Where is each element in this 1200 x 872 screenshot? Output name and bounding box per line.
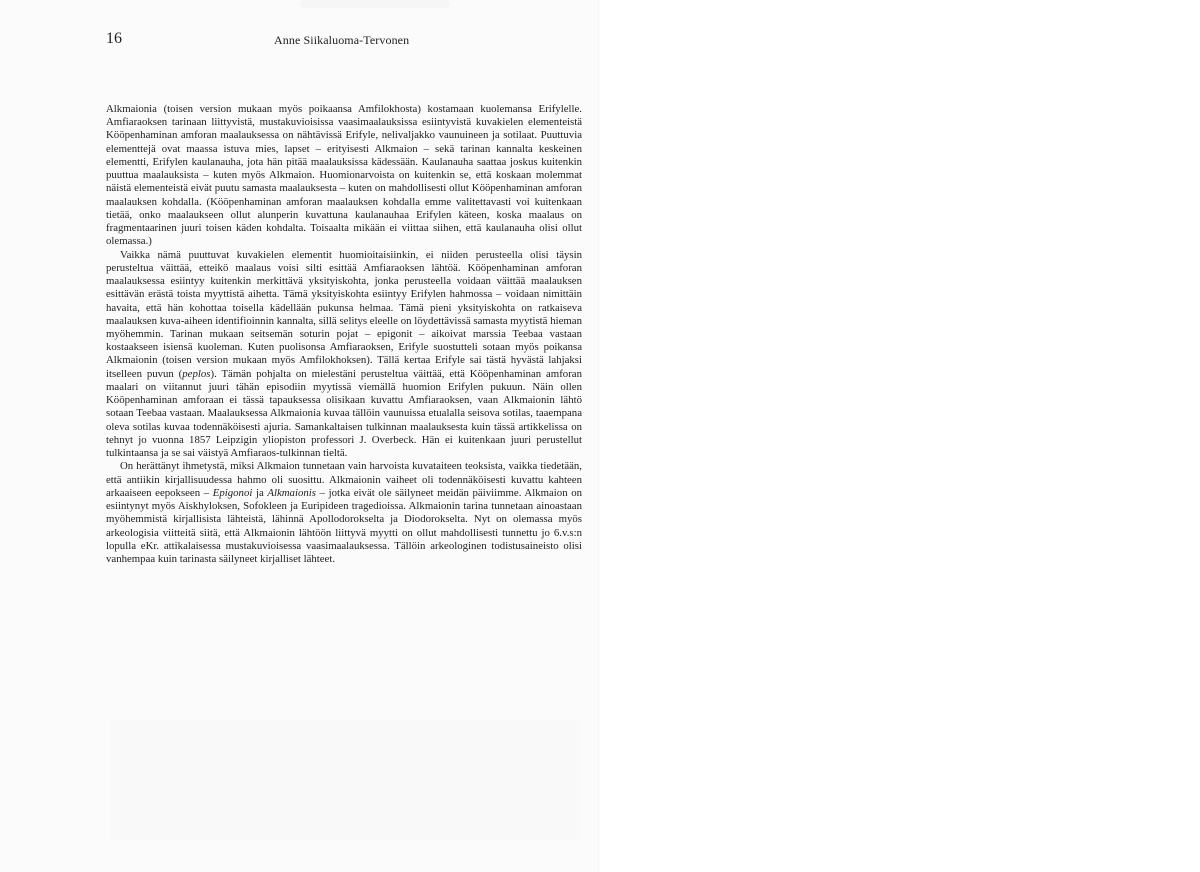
paragraph: Vaikka nämä puuttuvat kuvakielen elementit huomioitaisiinkin, ei niiden perusteella olisi täysin perusteltua väittää, etteikö maalaus voisi silti esittää Amfiaraoksen lähtöä. Kööpenhaminan amforan maalauksessa esiintyy kuitenkin merkittävä yksityiskohta, jonka perusteella voidaan väittää maalauksen esittävän erästä toista myyttistä aihetta. Tämä yksityiskohta esiintyy Erifylen hahmossa – voidaan nimittäin havaita, että hän kohottaa toisella kädellään pukunsa helmaa. Tämä pieni yksityiskohta on ratkaiseva maalauksen kuva-aiheen identifioinnin kannalta, sillä selitys eleelle on löydettävissä samasta myytistä hieman myöhemmin. Tarinan mukaan seitsemän soturin pojat – epigonit – aikoivat marssia Teebaa vastaan kostaakseen isiensä kuoleman. Kuten puolisonsa Amfiaraoksen, Erifyle suostutteli sotaan myös poikansa Alkmaionin (toisen version mukaan myös Amfilokhoksen). Tällä kertaa Erifyle sai tästä hyvästä lahjaksi itselleen puvun (peplos). Tämän pohjalta on mielestäni perusteltua väittää, että Kööpenhaminan amforan maalari on viitannut juuri tähän episodiin myytissä viemällä huomion Erifylen pukuun. Näin ollen Kööpenhaminan amforaan ei tässä tapauksessa olisikaan kuvattu Amfiaraoksen, vaan Alkmaionin lähtö sotaan Teebaa vastaan. Maalauksessa Alkmaionia kuvaa tällöin vaunuissa etualalla seisova sotilas, taaempana oleva sotilas kuvaa todennäköisesti ajuria. Samankaltaisen tulkinnan maalauksesta kuin tässä artikkelissa on tehnyt jo vuonna 1857 Leipzigin yliopiston professori J. Overbeck. Hän ei kuitenkaan juuri perustellut tulkintaansa ja se sai väistyä Amfiaraos-tulkinnan tieltä. <box>106 248 582 460</box>
scan-smudge <box>300 0 450 8</box>
running-head <box>106 29 582 51</box>
italic-term: Epigonoi <box>212 486 253 499</box>
running-head-author: Anne Siikaluoma-Tervonen <box>274 33 410 47</box>
page-number: 16 <box>106 30 122 47</box>
scan-smudge <box>110 720 580 840</box>
italic-term: peplos <box>182 367 211 380</box>
body-text <box>106 103 582 566</box>
italic-term: Alkmaionis <box>267 486 316 499</box>
paragraph: On herättänyt ihmetystä, miksi Alkmaion tunnetaan vain harvoista kuvataiteen teoksista, vaikka tiedetään, että antiikin kirjallisuudessa hahmo oli suosittu. Alkmaionin vaiheet oli todennäköisesti kuvattu kahteen arkaaiseen eepokseen – Epigonoi ja Alkmaionis – jotka eivät ole säilyneet meidän päiviimme. Alkmaion on esiintynyt myös Aiskhyloksen, Sofokleen ja Euripideen tragedioissa. Alkmaionin tarina tunnetaan ainoastaan myöhemmistä kirjallisista lähteistä, lähinnä Apollodorokselta ja Diodorokselta. Nyt on olemassa myös arkeologisia viitteitä siitä, että Alkmaionin lähtöön liittyvä myytti on ollut mahdollisesti tunnettu jo 6.v.s:n lopulla eKr. attikalaisessa mustakuvioisessa vaasimaalauksessa. Tällöin arkeologinen todistusaineisto olisi vanhempaa kuin tarinasta säilyneet kirjalliset lähteet. <box>106 460 582 565</box>
paragraph: Alkmaionia (toisen version mukaan myös poikaansa Amfilokhosta) kostamaan kuolemansa Erifylelle. Amfiaraoksen tarinaan liittyvistä, mustakuvioisissa vaasimaalauksissa esiintyvistä kuvakielen elementeistä Kööpenhaminan amforan maalauksessa on nähtävissä Erifyle, nelivaljakko vaunuineen ja sotilaat. Puuttuvia elementtejä ovat maassa istuva mies, lapset – erityisesti Alkmaion – sekä tarinan kannalta keskeinen elementti, Erifylen kaulanauha, jota hän pitää maalauksissa kädessään. Kaulanauha saattaa joskus kuitenkin puuttua maalauksista – kuten myös Alkmaion. Huomionarvoista on kuitenkin se, että koskaan molemmat näistä elementeistä eivät puutu samasta maalauksesta – kuten on mahdollisesti ollut Kööpenhaminan amforan maalauksen kohdalla. (Kööpenhaminan amforan maalauksen kohdalla emme valitettavasti voi kuitenkaan tietää, onko maalaukseen ollut alunperin kuvattuna kaulanauhaa Erifylen käteen, koska maalaus on fragmentaarinen juuri toisen käden kohdalta. Toisaalta mikään ei viittaa siihen, että kaulanauha olisi ollut olemassa.) <box>106 103 582 248</box>
